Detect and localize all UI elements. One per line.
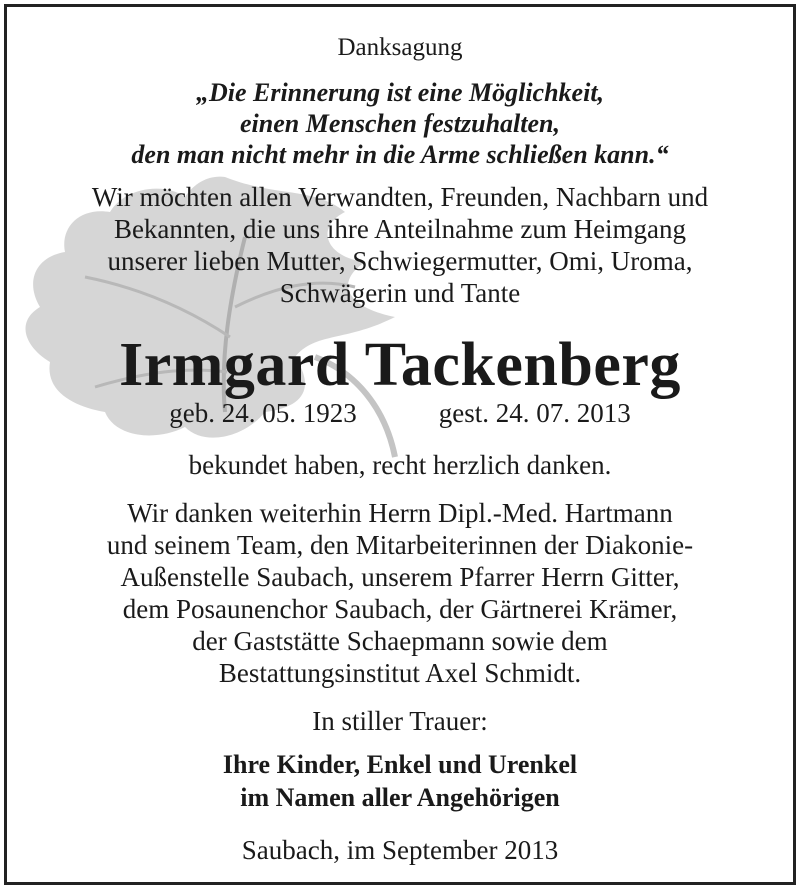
birth-date: geb. 24. 05. 1923	[169, 398, 357, 428]
quote	[7, 77, 793, 170]
further-thanks-paragraph	[7, 497, 793, 689]
family-line: im Namen aller Angehörigen	[240, 783, 560, 812]
intro-paragraph	[7, 181, 793, 309]
intro-line: Bekannten, die uns ihre Anteilnahme zum Heimgang	[113, 214, 687, 244]
thanks-line: bekundet haben, recht herzlich danken.	[188, 450, 612, 480]
further-line: Bestattungsinstitut Axel Schmidt.	[218, 658, 582, 688]
death-date: gest. 24. 07. 2013	[438, 398, 631, 428]
intro-line: Wir möchten allen Verwandten, Freunden, Nachbarn und	[91, 182, 709, 212]
quote-line: einen Menschen festzuhalten,	[240, 109, 560, 138]
deceased-name: Irmgard Tackenberg	[119, 331, 681, 399]
notice-frame	[4, 4, 796, 885]
quote-line: „Die Erinnerung ist eine Möglichkeit,	[195, 78, 605, 107]
place-date: Saubach, im September 2013	[241, 835, 559, 865]
notice-text	[7, 7, 793, 866]
family-line: Ihre Kinder, Enkel und Urenkel	[222, 750, 578, 779]
further-line: Wir danken weiterhin Herrn Dipl.-Med. Hartmann	[127, 498, 673, 528]
quote-line: den man nicht mehr in die Arme schließen kann.“	[131, 140, 669, 169]
further-line: dem Posaunenchor Saubach, der Gärtnerei Krämer,	[122, 594, 678, 624]
further-line: und seinem Team, den Mitarbeiterinnen der Diakonie-	[106, 530, 694, 560]
mourning-line: In stiller Trauer:	[312, 706, 488, 736]
family-signature	[7, 748, 793, 814]
further-line: der Gaststätte Schaepmann sowie dem	[192, 626, 608, 656]
intro-line: Schwägerin und Tante	[279, 278, 521, 308]
further-line: Außenstelle Saubach, unserem Pfarrer Herrn Gitter,	[120, 562, 680, 592]
heading: Danksagung	[337, 34, 463, 61]
life-dates	[7, 397, 793, 429]
intro-line: unserer lieben Mutter, Schwiegermutter, Omi, Uroma,	[107, 246, 693, 276]
